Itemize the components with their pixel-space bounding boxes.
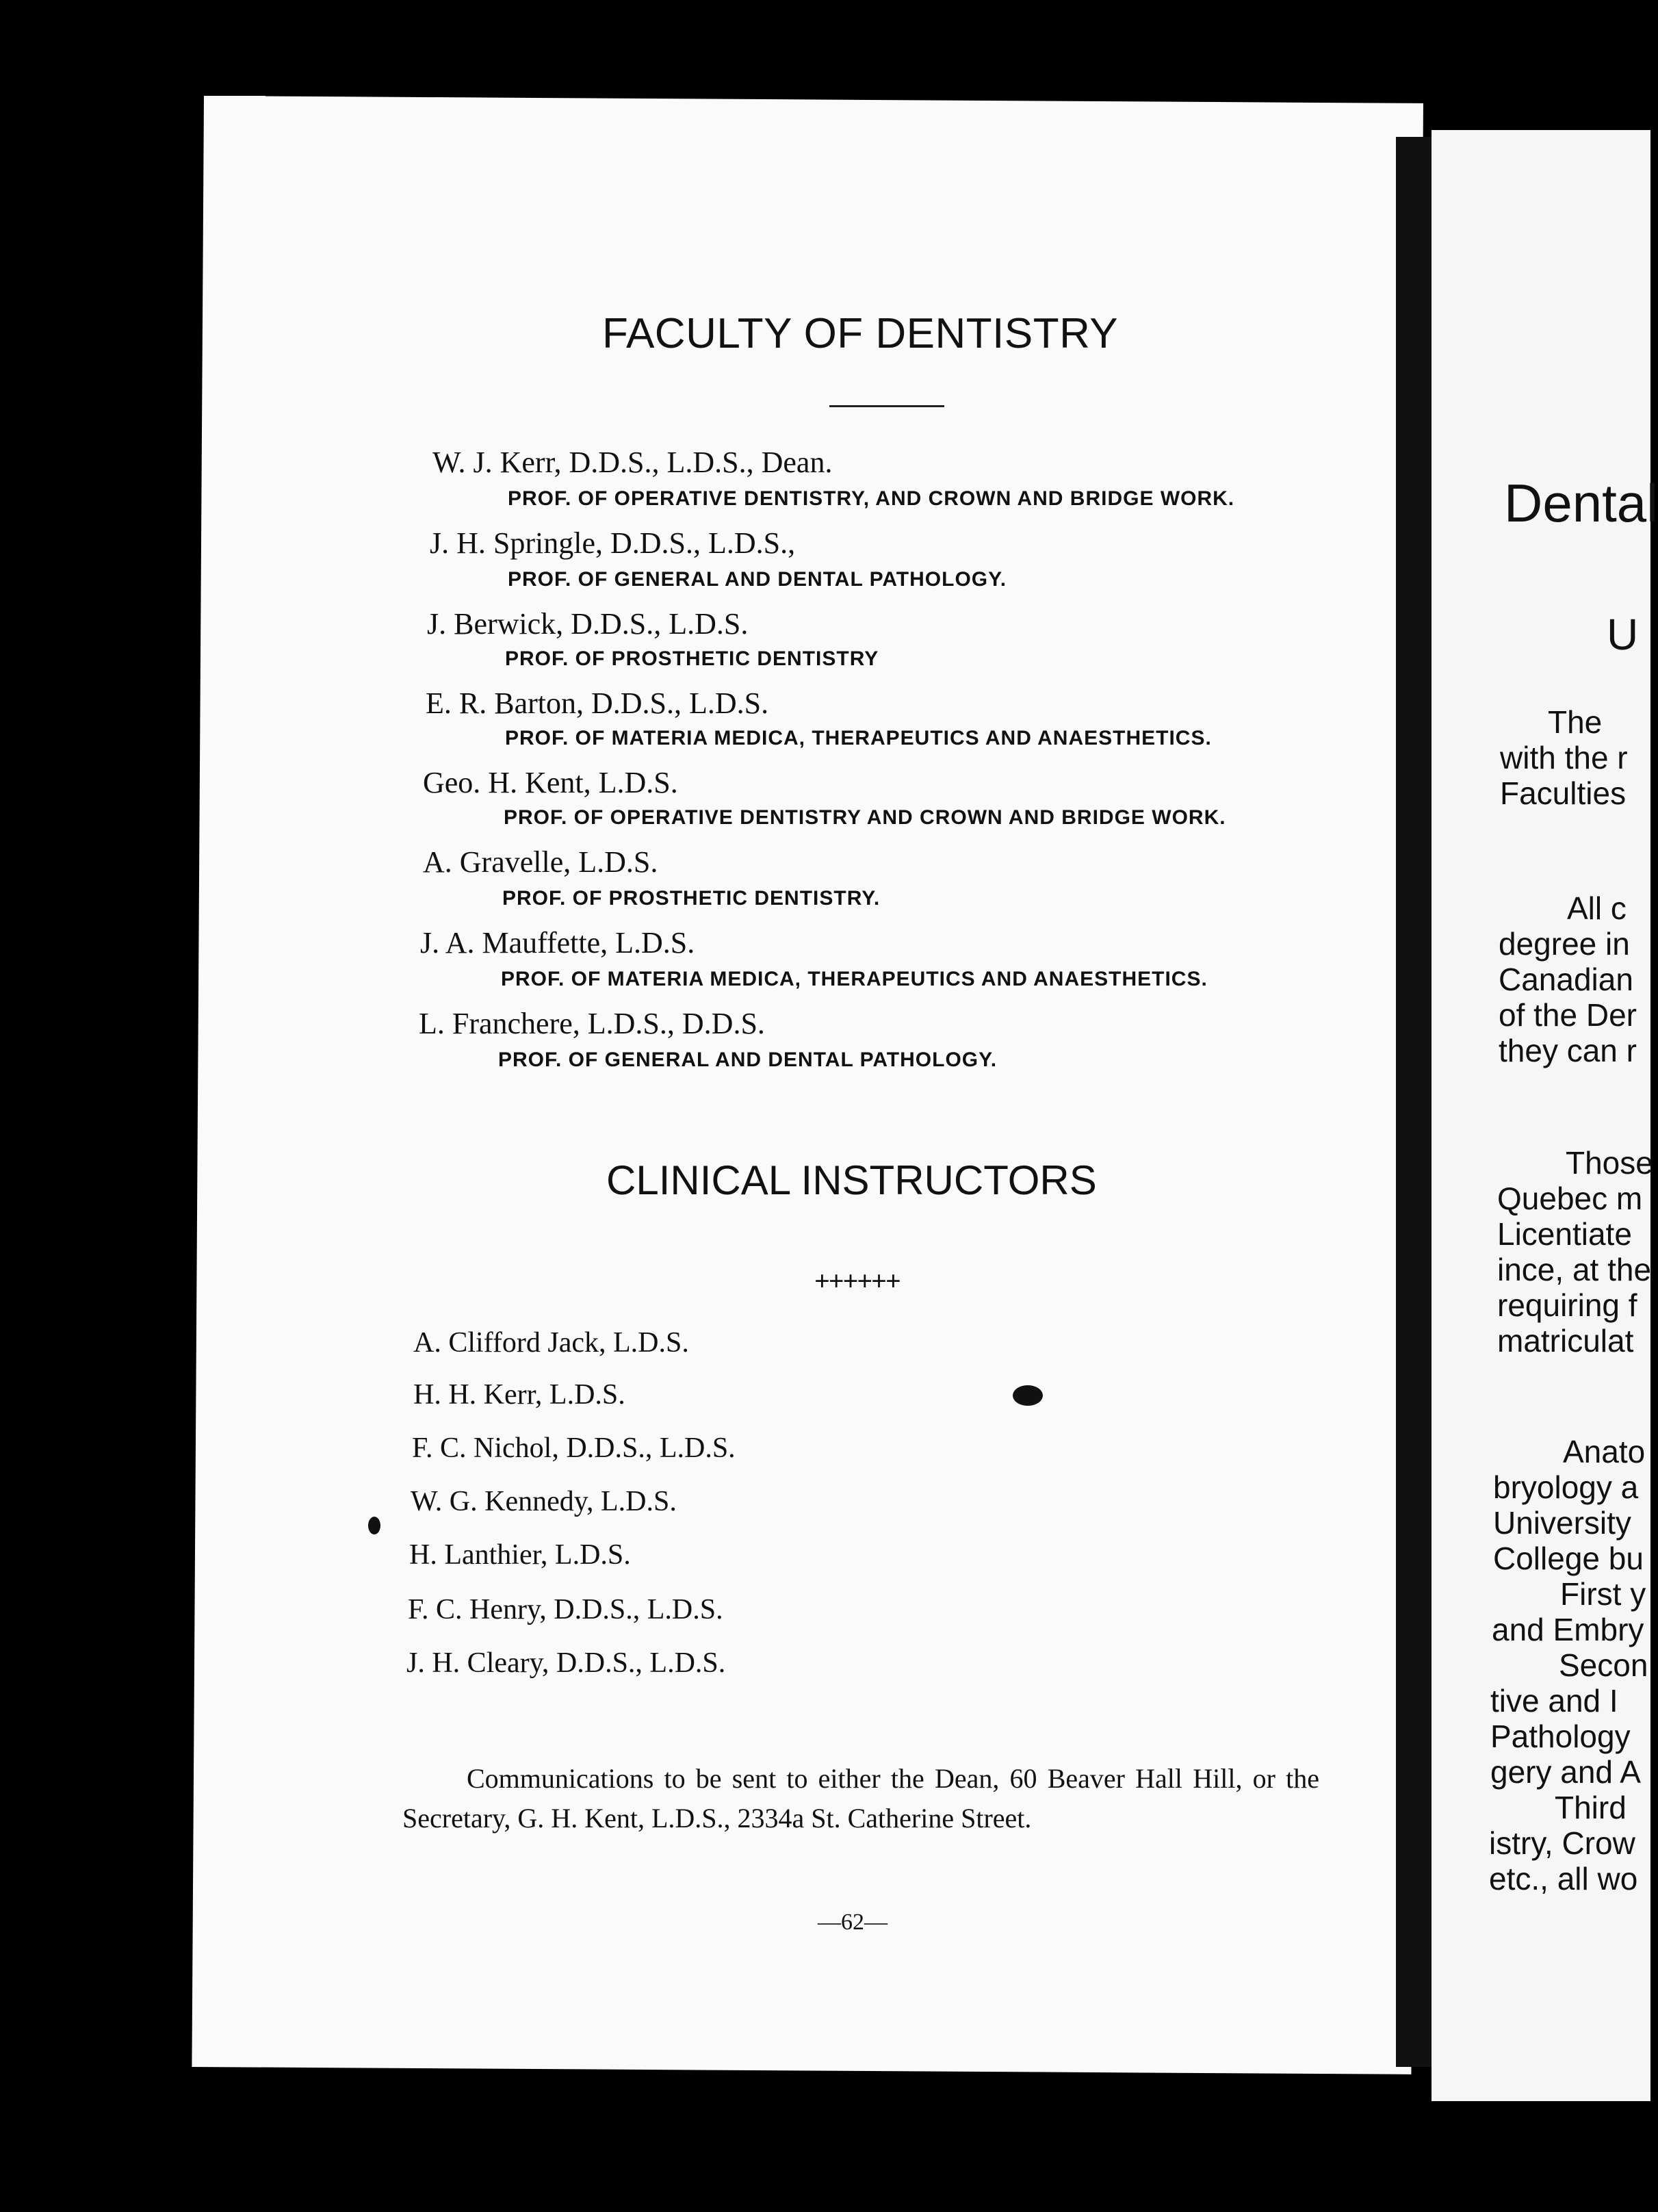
faculty-role: PROF. OF MATERIA MEDICA, THERAPEUTICS AND ANAESTHETICS. [501,968,1208,990]
instructor-item: A. Clifford Jack, L.D.S. [413,1327,689,1359]
right-page-line: degree in [1499,926,1630,962]
right-page-heading: Dental [1504,473,1658,533]
right-page-line: Anato [1563,1434,1646,1469]
right-page-line: they can r [1499,1033,1637,1068]
title-divider [829,405,944,407]
right-page-line: First y [1560,1576,1646,1612]
book-gutter [1396,137,1432,2067]
faculty-name: Geo. H. Kent, L.D.S. [423,766,678,799]
right-page-line: tive and I [1490,1683,1618,1719]
ornament-divider: ++++++ [814,1265,900,1296]
right-page-line: All c [1567,890,1627,926]
right-page-line: Quebec m [1497,1181,1643,1216]
instructor-item: F. C. Henry, D.D.S., L.D.S. [408,1594,723,1625]
right-page-line: Faculties [1500,775,1627,811]
faculty-name: A. Gravelle, L.D.S. [423,845,658,879]
faculty-role: PROF. OF OPERATIVE DENTISTRY AND CROWN AND BRIDGE WORK. [504,806,1226,829]
instructor-item: F. C. Nichol, D.D.S., L.D.S. [412,1432,736,1464]
right-page-line: gery and A [1490,1754,1641,1790]
faculty-role: PROF. OF GENERAL AND DENTAL PATHOLOGY. [498,1049,998,1071]
faculty-role: PROF. OF PROSTHETIC DENTISTRY. [502,887,881,910]
page-title: FACULTY OF DENTISTRY [602,310,1119,357]
right-page-line: requiring f [1497,1287,1637,1323]
right-page-line: Secon [1559,1647,1648,1683]
page-number: —62— [818,1909,888,1935]
right-page-line: Third [1555,1790,1627,1825]
right-page-line: Licentiate [1497,1216,1632,1252]
ink-blot [1013,1385,1043,1406]
right-page-subheading: U [1607,610,1639,659]
right-page-line: matriculat [1497,1323,1634,1359]
right-page-line: Those [1566,1145,1653,1181]
right-page-line: The [1548,704,1603,740]
right-page-line: etc., all wo [1489,1861,1638,1896]
faculty-name: E. R. Barton, D.D.S., L.D.S. [426,686,769,720]
instructor-item: H. Lanthier, L.D.S. [409,1539,631,1571]
faculty-name: W. J. Kerr, D.D.S., L.D.S., Dean. [432,446,833,479]
right-page-line: bryology a [1493,1469,1639,1505]
right-page-line: istry, Crow [1489,1825,1635,1861]
right-page-line: Canadian [1499,962,1633,997]
section-title: CLINICAL INSTRUCTORS [606,1157,1097,1203]
faculty-name: J. A. Mauffette, L.D.S. [420,926,695,960]
right-page-line: Pathology [1490,1719,1631,1754]
right-page-line: College bu [1493,1541,1644,1576]
right-page-line: University [1493,1505,1631,1541]
instructor-item: H. H. Kerr, L.D.S. [413,1379,625,1411]
faculty-name: J. H. Springle, D.D.S., L.D.S., [430,526,796,560]
right-page-line: ince, at the [1497,1252,1652,1287]
faculty-role: PROF. OF GENERAL AND DENTAL PATHOLOGY. [508,568,1007,591]
faculty-role: PROF. OF MATERIA MEDICA, THERAPEUTICS AND ANAESTHETICS. [505,727,1212,749]
instructor-item: J. H. Cleary, D.D.S., L.D.S. [406,1647,726,1679]
faculty-role: PROF. OF PROSTHETIC DENTISTRY [505,647,879,670]
right-page-line: with the r [1500,740,1628,775]
instructor-item: W. G. Kennedy, L.D.S. [411,1486,677,1517]
communications-paragraph: Communications to be sent to either the Dean, 60 Beaver Hall Hill, or the Secretary, G. H. Kent, L.D.S., 2334a St. Catherine Street. [402,1763,1319,1834]
faculty-role: PROF. OF OPERATIVE DENTISTRY, AND CROWN AND BRIDGE WORK. [508,487,1235,510]
right-page-line: of the Der [1499,997,1637,1033]
faculty-name: J. Berwick, D.D.S., L.D.S. [427,607,749,641]
right-page-line: and Embry [1492,1612,1644,1647]
ink-blot [368,1517,380,1534]
faculty-name: L. Franchere, L.D.S., D.D.S. [419,1007,765,1040]
